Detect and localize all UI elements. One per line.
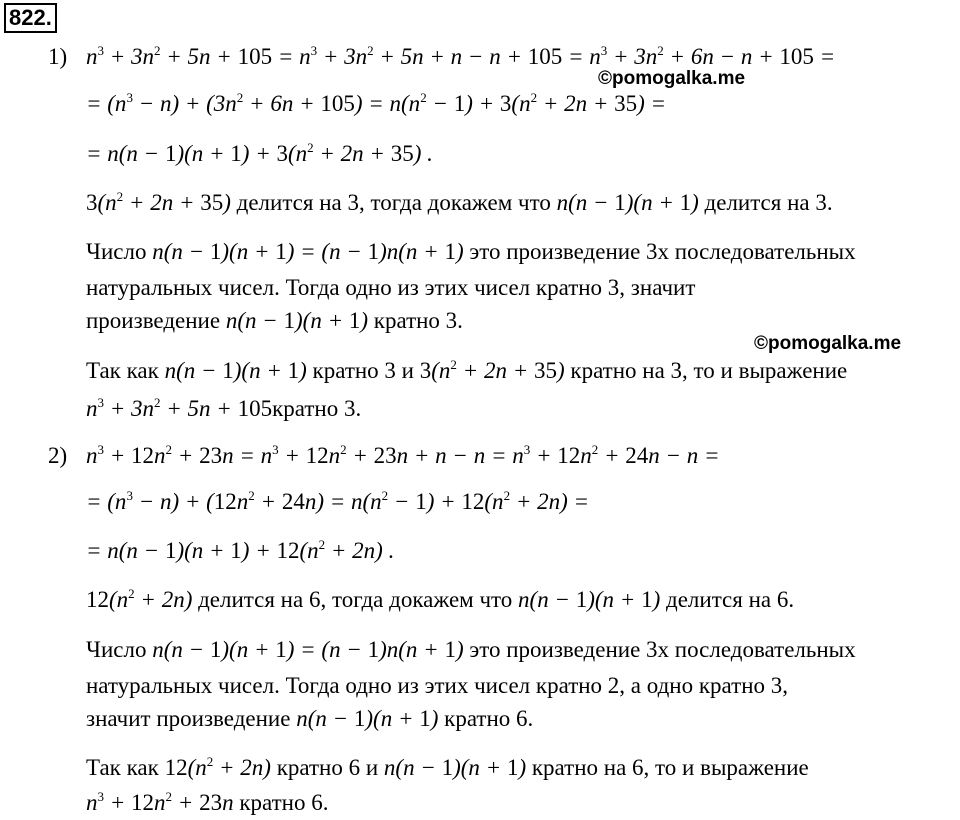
part1-line8 (86, 357, 847, 385)
text: произведение (86, 308, 221, 333)
part1-line9 (86, 395, 361, 423)
text: Так как (86, 755, 159, 780)
text: кратно 6 и (276, 755, 379, 780)
problem-number: 822. (4, 3, 57, 33)
text: кратно 6. (239, 790, 329, 815)
text: это произведение 3х последовательных (469, 637, 856, 662)
formula: n(n − 1)(n + 1) = (n − 1)n(n + 1) (152, 637, 464, 662)
text: делится на 6, тогда докажем что (198, 587, 513, 612)
formula: $12(n^2 + 2n)$ (164, 754, 271, 780)
equation: $n^3 + 12n^2 + 23n = n^3 + 12n^2 + 23n + n - n = n^3 + 12n^2 + 24n - n$ = (86, 442, 720, 468)
part2-line8 (86, 754, 809, 782)
text: это произведение 3х последовательных (469, 239, 856, 264)
part1-line1 (48, 43, 835, 71)
part1-line2 (86, 90, 666, 118)
formula: n(n − 1)(n + 1) (556, 190, 699, 215)
part1-line4 (86, 189, 833, 217)
text: кратно на 6, то и выражение (531, 755, 809, 780)
equation: = $(n^3 - n) + (3n^2 + 6n + 105) = n(n^2 - 1) + 3(n^2 + 2n + 35)$ = (86, 90, 667, 116)
text: кратно 3 и (312, 358, 414, 383)
watermark: ©pomogalka.me (754, 333, 902, 354)
formula: $n^3 + 12n^2 + 23n$ (86, 789, 234, 815)
part1-line6 (86, 274, 695, 302)
text: натуральных чисел. Тогда одно из этих чисел кратно 2, а одно кратно 3, (86, 673, 789, 698)
part2-line4 (86, 586, 794, 614)
part1-line3 (86, 140, 433, 168)
part1-line5 (86, 238, 856, 266)
text: кратно 3. (272, 396, 362, 421)
part1-line7 (86, 307, 463, 335)
formula: $3(n^2 + 2n + 35)$ (86, 189, 231, 215)
text: натуральных чисел. Тогда одно из этих чисел кратно 3, значит (86, 275, 696, 300)
watermark: ©pomogalka.me (598, 68, 746, 89)
part1-label: 1) (48, 44, 68, 69)
text: Так как (86, 358, 159, 383)
text: кратно 6. (444, 706, 534, 731)
formula: n(n − 1)(n + 1) (225, 308, 369, 333)
part2-line5 (86, 636, 856, 664)
formula: n(n − 1)(n + 1) (518, 587, 661, 612)
text: делится на 3. (704, 190, 833, 215)
formula: n(n − 1)(n + 1) (383, 755, 527, 780)
formula: n(n − 1)(n + 1) = (n − 1)n(n + 1) (152, 239, 464, 264)
text: делится на 6. (666, 587, 795, 612)
formula: n(n − 1)(n + 1) (164, 358, 307, 383)
part2-line9 (86, 789, 328, 817)
equation: = $n(n - 1)(n + 1) + 12(n^2 + 2n)$ . (86, 537, 395, 563)
part2-label: 2) (48, 443, 68, 468)
part2-line1 (48, 442, 720, 470)
formula: $12(n^2 + 2n)$ (86, 586, 193, 612)
text: Число (86, 637, 147, 662)
part2-line7 (86, 705, 533, 733)
text: кратно 3. (373, 308, 463, 333)
part2-line6 (86, 672, 788, 700)
formula: $n^3 + 3n^2 + 5n + 105$ (86, 395, 273, 421)
equation: $n^3 + 3n^2 + 5n + 105 = n^3 + 3n^2 + 5n + n - n + 105 = n^3 + 3n^2 + 6n - n + 105$ = (86, 43, 836, 69)
text: кратно на 3, то и выражение (570, 358, 848, 383)
part2-line3 (86, 537, 394, 565)
formula: n(n − 1)(n + 1) (296, 706, 439, 731)
text: делится на 3, тогда докажем что (236, 190, 551, 215)
equation: = $n(n - 1)(n + 1) + 3(n^2 + 2n + 35)$ . (86, 140, 433, 166)
part2-line2 (86, 488, 589, 516)
text: значит произведение (86, 706, 291, 731)
text: Число (86, 239, 147, 264)
equation: = $(n^3 - n) + (12n^2 + 24n) = n(n^2 - 1) + 12(n^2 + 2n)$ = (86, 488, 590, 514)
formula: $3(n^2 + 2n + 35)$ (419, 357, 565, 383)
